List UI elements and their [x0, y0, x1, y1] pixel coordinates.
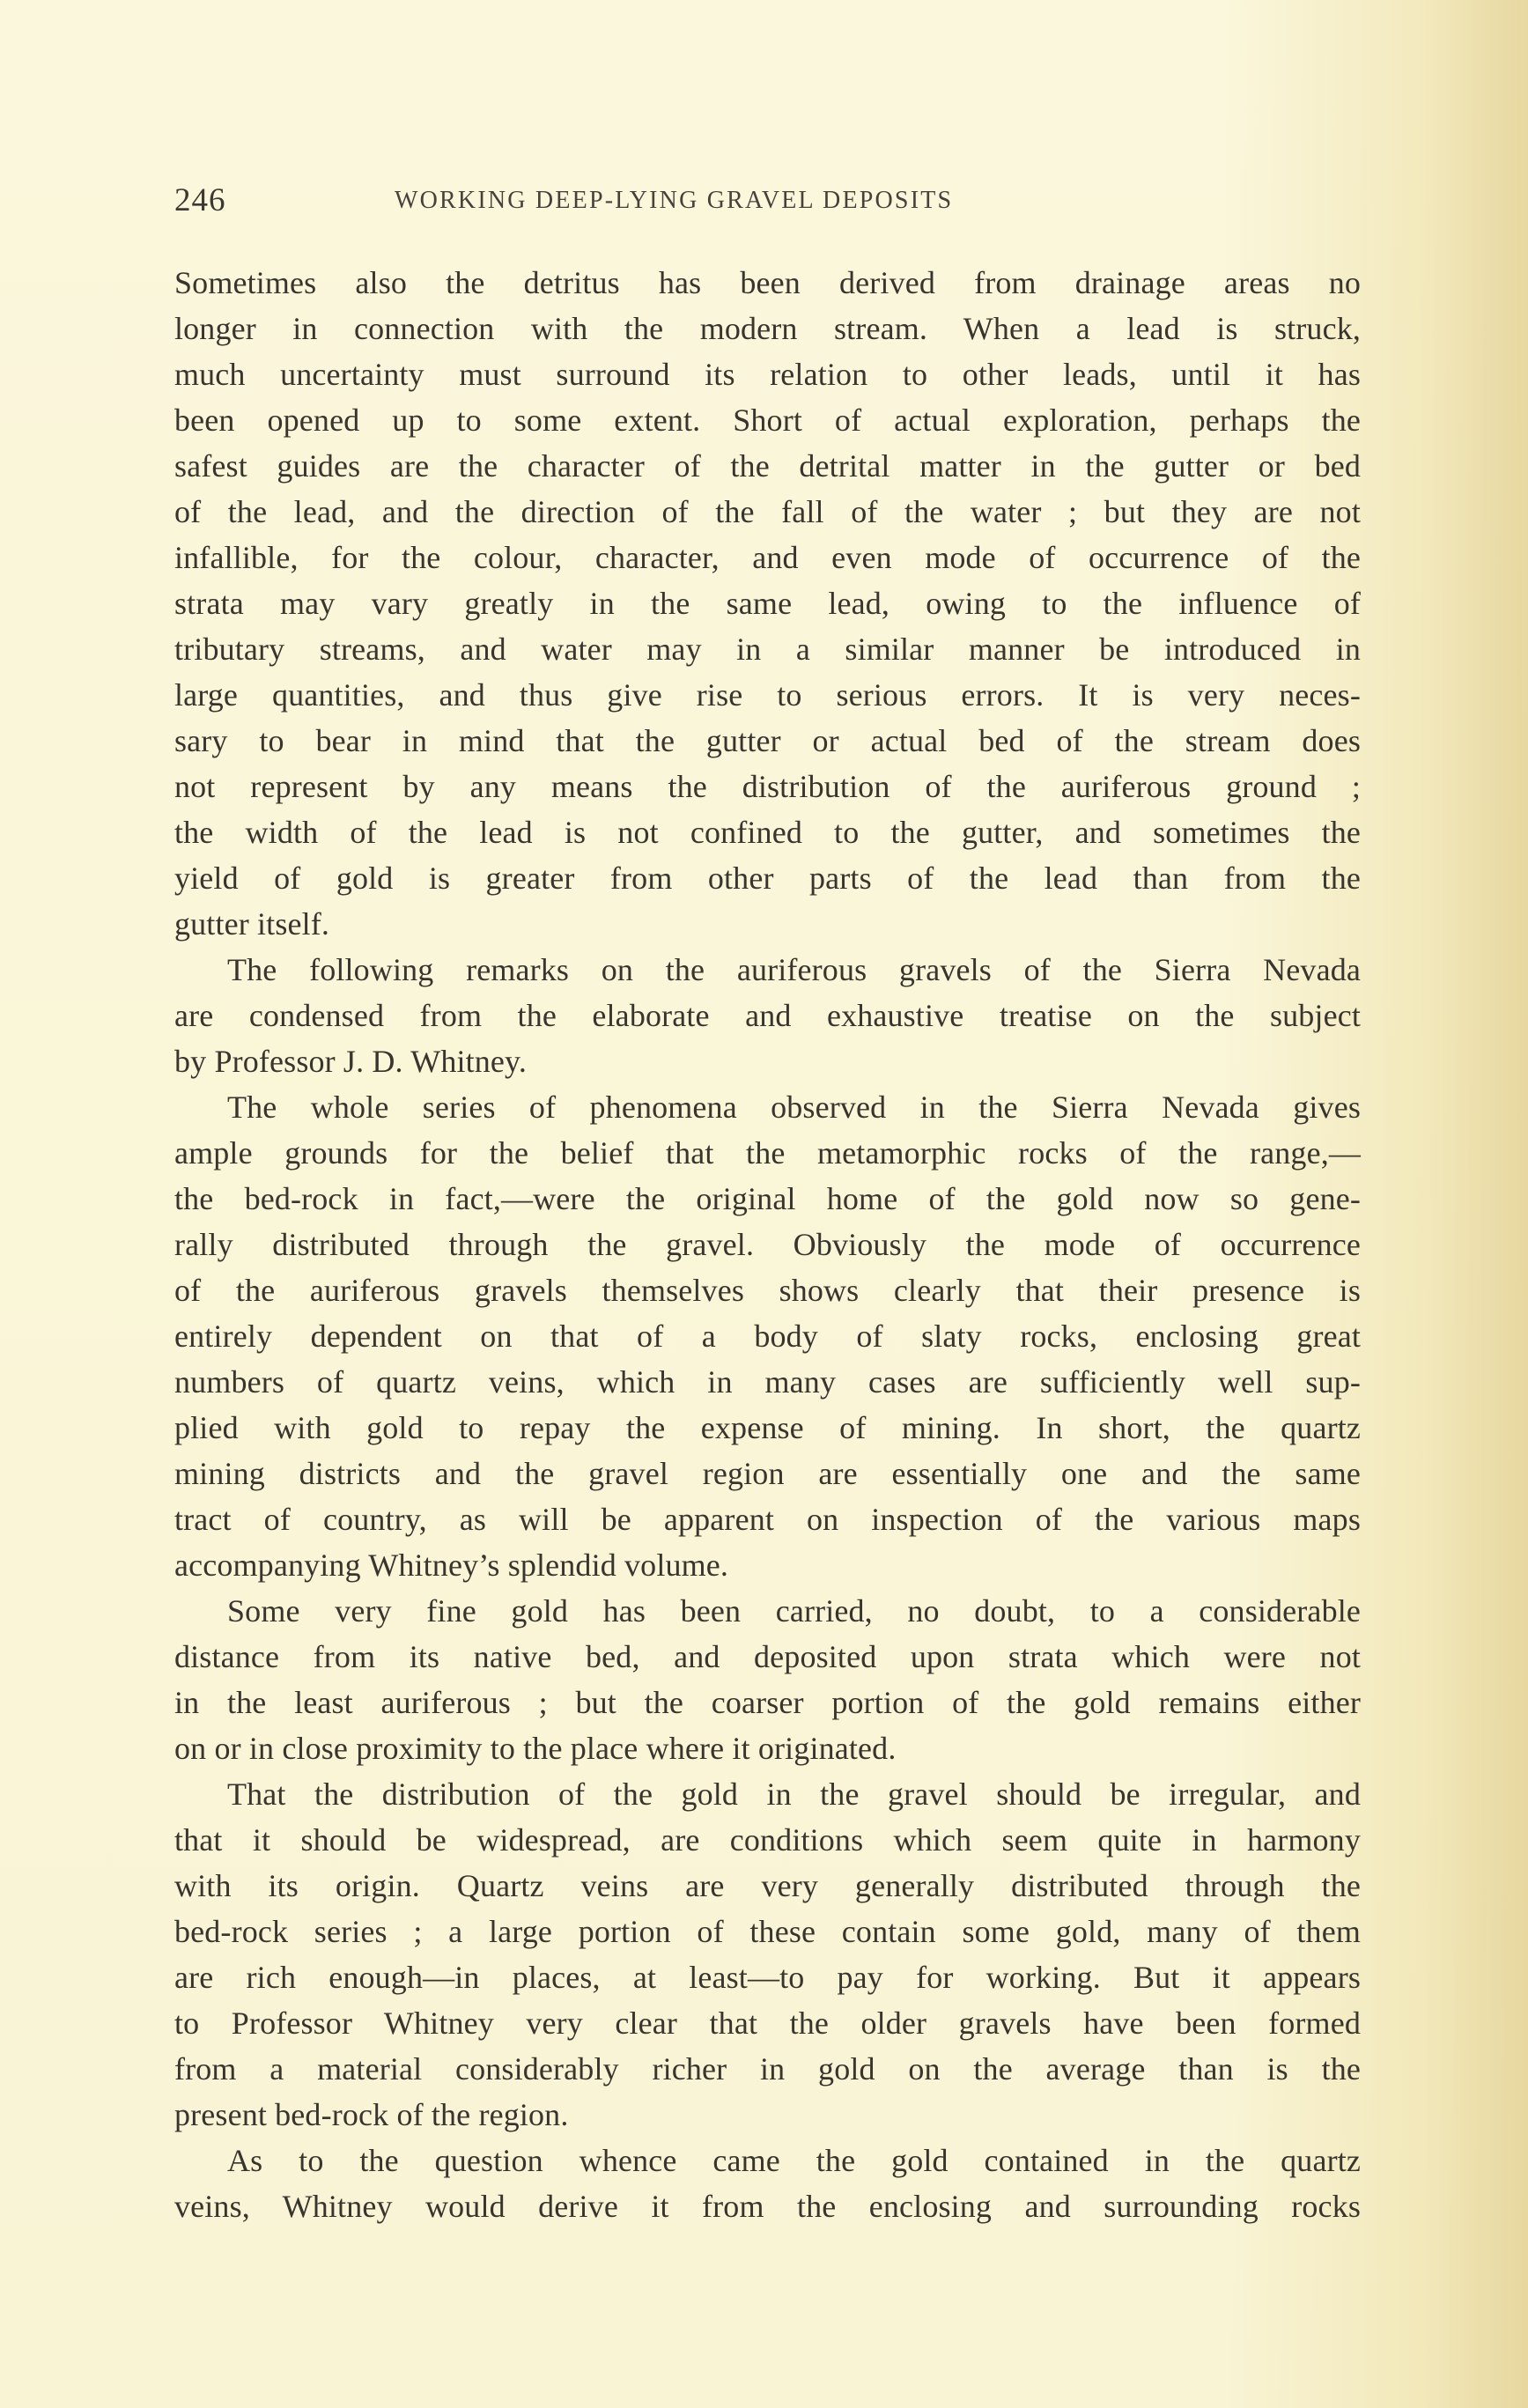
text-line: are condensed from the elaborate and exhaustive treatise on the subject: [174, 998, 1361, 1033]
text-line: in the least auriferous ; but the coarser portion of the gold remains either: [174, 1685, 1361, 1720]
running-title: WORKING DEEP-LYING GRAVEL DEPOSITS: [395, 187, 954, 214]
text-line: on or in close proximity to the place where it originated.: [174, 1731, 897, 1766]
text-line: sary to bear in mind that the gutter or actual bed of the stream does: [174, 723, 1361, 758]
text-line: tributary streams, and water may in a similar manner be introduced in: [174, 632, 1361, 667]
text-line: The following remarks on the auriferous gravels of the Sierra Nevada: [227, 952, 1361, 987]
paragraph: [174, 2138, 1361, 2229]
text-line: Sometimes also the detritus has been derived from drainage areas no: [174, 265, 1361, 300]
text-line: tract of country, as will be apparent on inspection of the various maps: [174, 1502, 1361, 1537]
paragraph: [174, 1588, 1361, 1771]
text-line: present bed-rock of the region.: [174, 2097, 569, 2132]
text-line: As to the question whence came the gold contained in the quartz: [227, 2143, 1361, 2178]
text-line: the bed-rock in fact,—were the original home of the gold now so gene-: [174, 1181, 1361, 1216]
text-line: Some very fine gold has been carried, no doubt, to a considerable: [227, 1593, 1361, 1629]
text-line: rally distributed through the gravel. Obviously the mode of occurrence: [174, 1227, 1361, 1262]
text-line: mining districts and the gravel region are essentially one and the same: [174, 1456, 1361, 1491]
text-line: gutter itself.: [174, 906, 330, 942]
text-line: entirely dependent on that of a body of slaty rocks, enclosing great: [174, 1318, 1361, 1354]
text-line: from a material considerably richer in gold on the average than is the: [174, 2051, 1361, 2087]
text-line: longer in connection with the modern stream. When a lead is struck,: [174, 311, 1361, 346]
text-line: accompanying Whitney’s splendid volume.: [174, 1547, 729, 1583]
text-line: by Professor J. D. Whitney.: [174, 1044, 528, 1079]
paragraph: [174, 1771, 1361, 2138]
text-line: That the distribution of the gold in the gravel should be irregular, and: [227, 1776, 1361, 1812]
text-line: that it should be widespread, are conditions which seem quite in harmony: [174, 1822, 1361, 1858]
paragraph: [174, 260, 1361, 947]
text-line: veins, Whitney would derive it from the enclosing and surrounding rocks: [174, 2189, 1361, 2224]
text-line: of the lead, and the direction of the fall of the water ; but they are not: [174, 494, 1361, 529]
text-line: large quantities, and thus give rise to serious errors. It is very neces-: [174, 677, 1361, 713]
text-line: are rich enough—in places, at least—to pay for working. But it appears: [174, 1960, 1361, 1995]
text-line: been opened up to some extent. Short of actual exploration, perhaps the: [174, 403, 1361, 438]
text-line: numbers of quartz veins, which in many cases are sufficiently well sup-: [174, 1364, 1361, 1400]
text-line: yield of gold is greater from other parts of the lead than from the: [174, 861, 1361, 896]
text-line: to Professor Whitney very clear that the older gravels have been formed: [174, 2005, 1361, 2041]
text-line: the width of the lead is not confined to the gutter, and sometimes the: [174, 815, 1361, 850]
page-number: 246: [174, 182, 226, 218]
text-line: safest guides are the character of the detrital matter in the gutter or bed: [174, 448, 1361, 484]
text-line: distance from its native bed, and deposited upon strata which were not: [174, 1639, 1361, 1674]
text-line: with its origin. Quartz veins are very generally distributed through the: [174, 1868, 1361, 1903]
text-line: plied with gold to repay the expense of mining. In short, the quartz: [174, 1410, 1361, 1445]
text-line: ample grounds for the belief that the metamorphic rocks of the range,—: [174, 1135, 1361, 1171]
text-line: of the auriferous gravels themselves shows clearly that their presence is: [174, 1273, 1361, 1308]
text-line: infallible, for the colour, character, and even mode of occurrence of the: [174, 540, 1361, 575]
text-line: strata may vary greatly in the same lead, owing to the influence of: [174, 586, 1361, 621]
paragraph: [174, 1084, 1361, 1588]
text-line: not represent by any means the distribution of the auriferous ground ;: [174, 769, 1361, 804]
running-head: [174, 181, 1363, 220]
text-line: bed-rock series ; a large portion of these contain some gold, many of them: [174, 1914, 1361, 1949]
body-text: [174, 260, 1361, 2229]
paragraph: [174, 947, 1361, 1084]
text-line: much uncertainty must surround its relation to other leads, until it has: [174, 357, 1361, 392]
text-line: The whole series of phenomena observed in the Sierra Nevada gives: [227, 1090, 1361, 1125]
